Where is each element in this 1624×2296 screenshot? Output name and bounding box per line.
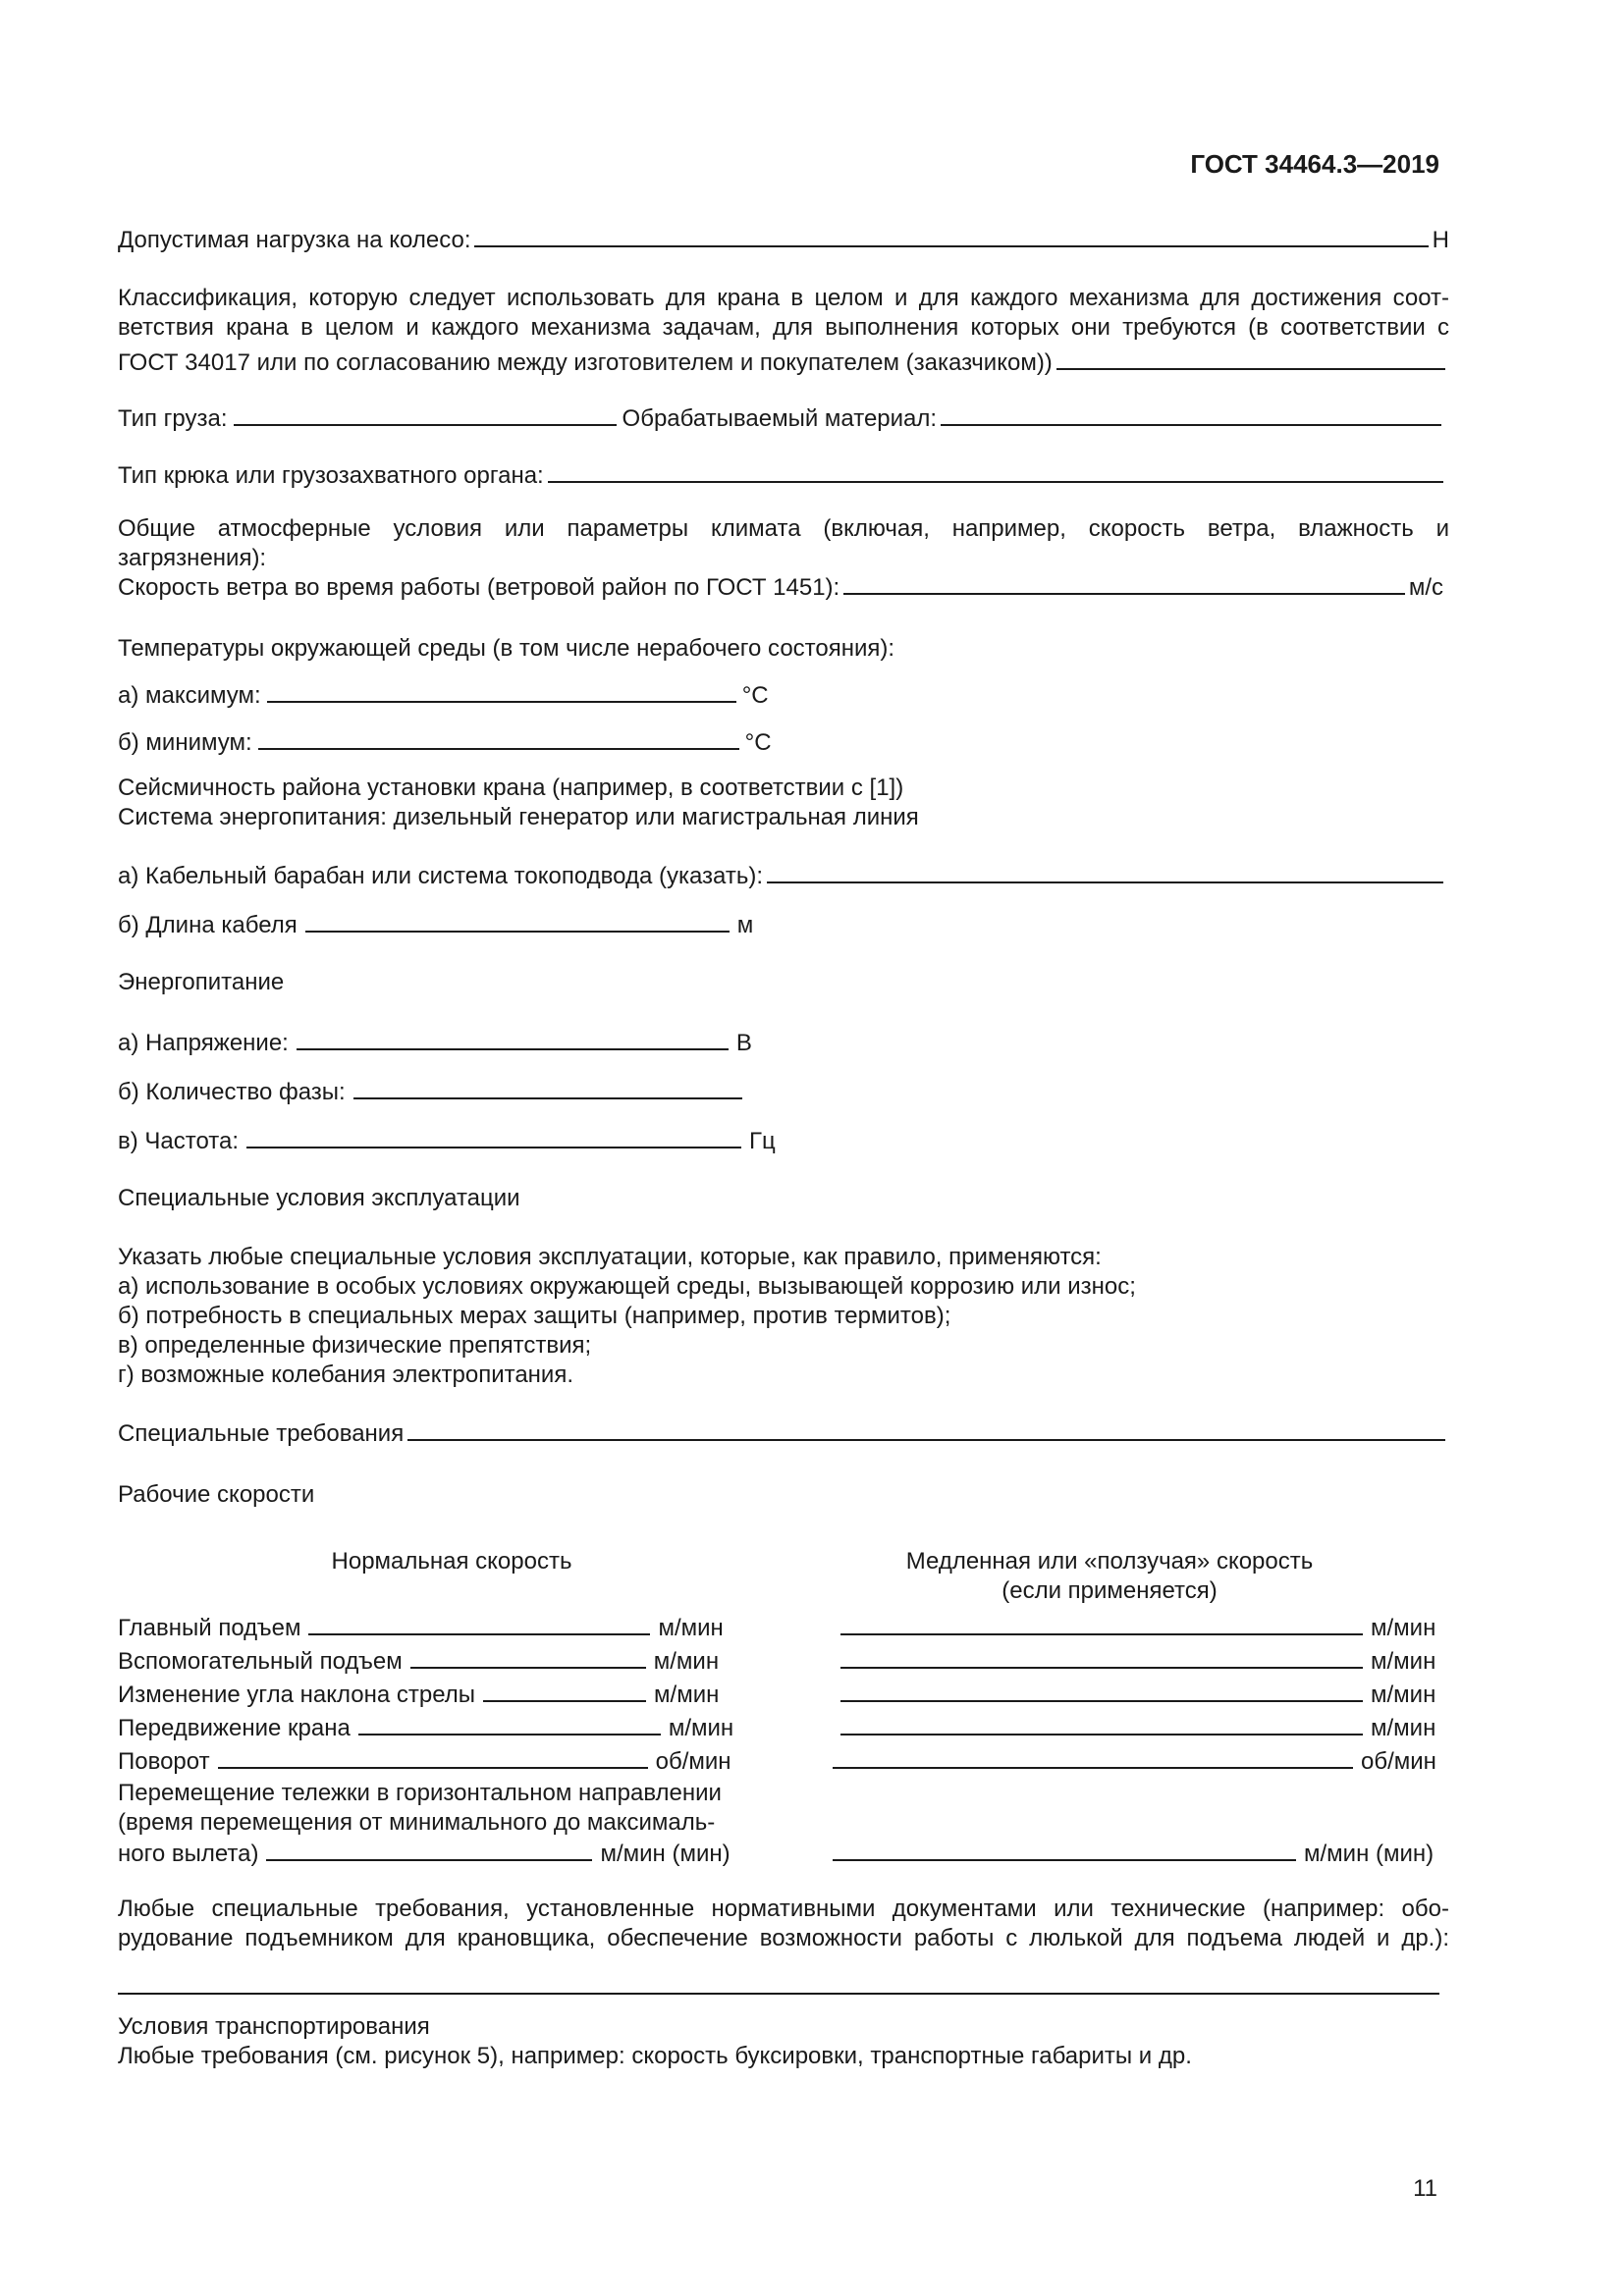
speed-unit: м/мин bbox=[668, 1715, 734, 1741]
trolley-line: (время перемещения от минимального до максималь- bbox=[118, 1809, 716, 1836]
transport-title: Условия транспортирования bbox=[118, 2013, 430, 2040]
speed-unit: об/мин bbox=[655, 1748, 731, 1775]
voltage-field[interactable] bbox=[297, 1027, 729, 1050]
slow-speed-row bbox=[840, 1679, 1435, 1710]
speed-field[interactable] bbox=[410, 1645, 646, 1669]
speed-row-main-hoist bbox=[118, 1612, 724, 1643]
speed-field[interactable] bbox=[218, 1745, 648, 1769]
slow-speed-row bbox=[840, 1712, 1435, 1743]
any-special-field[interactable] bbox=[118, 1975, 1439, 1995]
working-speeds-title: Рабочие скорости bbox=[118, 1481, 315, 1508]
trolley-label: ного вылета) bbox=[118, 1841, 259, 1867]
slow-speed-row bbox=[840, 1645, 1435, 1677]
classification-line: ГОСТ 34017 или по согласованию между изготовителем и покупателем (заказчиком)) bbox=[118, 349, 1053, 376]
voltage-label: а) Напряжение: bbox=[118, 1030, 289, 1056]
list-item: а) использование в особых условиях окружающей среды, вызывающей коррозию или износ; bbox=[118, 1273, 1136, 1300]
frequency-field[interactable] bbox=[246, 1125, 741, 1148]
speed-label: Вспомогательный подъем bbox=[118, 1648, 403, 1675]
special-conditions-title: Специальные условия эксплуатации bbox=[118, 1185, 520, 1211]
temp-min-label: б) минимум: bbox=[118, 729, 252, 756]
frequency-row bbox=[118, 1125, 776, 1156]
cable-length-field[interactable] bbox=[305, 909, 730, 933]
power-system-title: Система энергопитания: дизельный генератор или магистральная линия bbox=[118, 804, 919, 830]
special-conditions-intro: Указать любые специальные условия эксплуатации, которые, как правило, применяются: bbox=[118, 1244, 1102, 1270]
speed-row-boom-luffing bbox=[118, 1679, 719, 1710]
speed-row-crane-travel bbox=[118, 1712, 733, 1743]
cable-drum-field[interactable] bbox=[767, 862, 1443, 883]
wheel-load-unit: Н bbox=[1432, 227, 1449, 253]
special-conditions-block bbox=[118, 1243, 1136, 1390]
slow-speed-field[interactable] bbox=[840, 1679, 1363, 1702]
slow-speed-row bbox=[840, 1612, 1435, 1643]
phases-field[interactable] bbox=[353, 1076, 742, 1099]
slow-trolley-row bbox=[833, 1838, 1434, 1869]
speed-field[interactable] bbox=[483, 1679, 646, 1702]
temp-min-field[interactable] bbox=[258, 726, 739, 750]
slow-speed-field[interactable] bbox=[840, 1712, 1363, 1735]
temp-min-row bbox=[118, 726, 772, 758]
material-label: Обрабатываемый материал: bbox=[622, 405, 938, 432]
climate-paragraph bbox=[118, 514, 1449, 573]
wind-row bbox=[118, 573, 1443, 603]
speed-label: Главный подъем bbox=[118, 1615, 301, 1641]
seismic-text: Сейсмичность района установки крана (например, в соответствии с [1]) bbox=[118, 774, 904, 801]
slow-speed-field[interactable] bbox=[833, 1745, 1353, 1769]
voltage-unit: В bbox=[735, 1030, 752, 1056]
speed-field[interactable] bbox=[358, 1712, 661, 1735]
cargo-type-field[interactable] bbox=[234, 402, 617, 426]
cable-drum-label: а) Кабельный барабан или система токоподвода (указать): bbox=[118, 863, 764, 889]
trolley-row bbox=[118, 1838, 731, 1869]
col-slow-heading: Медленная или «ползучая» скорость bbox=[905, 1548, 1314, 1575]
trolley-unit: м/мин (мин) bbox=[600, 1841, 731, 1867]
climate-line: загрязнения): bbox=[118, 545, 267, 571]
wind-field[interactable] bbox=[843, 573, 1405, 595]
frequency-label: в) Частота: bbox=[118, 1128, 240, 1154]
speed-row-slewing bbox=[118, 1745, 731, 1777]
voltage-row bbox=[118, 1027, 752, 1058]
cable-length-row bbox=[118, 909, 753, 940]
slow-speed-field[interactable] bbox=[840, 1645, 1363, 1669]
classification-row bbox=[118, 348, 1449, 378]
temperatures-title: Температуры окружающей среды (в том числе нерабочего состояния): bbox=[118, 635, 895, 662]
wheel-load-row bbox=[118, 226, 1449, 255]
speed-field[interactable] bbox=[308, 1612, 650, 1635]
any-special-line: рудование подъемником для крановщика, обеспечение возможности работы с люлькой для подъема людей и др.): bbox=[118, 1925, 1449, 1951]
slow-trolley-unit: м/мин (мин) bbox=[1304, 1841, 1435, 1867]
special-requirements-field[interactable] bbox=[407, 1419, 1445, 1441]
hook-type-field[interactable] bbox=[548, 461, 1443, 483]
page-number: 11 bbox=[1413, 2175, 1437, 2202]
power-supply-title: Энергопитание bbox=[118, 969, 285, 995]
temp-min-unit: °С bbox=[744, 729, 772, 756]
temp-max-label: а) максимум: bbox=[118, 682, 261, 709]
frequency-unit: Гц bbox=[749, 1128, 776, 1154]
cable-length-unit: м bbox=[736, 912, 754, 938]
cargo-type-label: Тип груза: bbox=[118, 405, 228, 432]
any-special-paragraph bbox=[118, 1895, 1449, 1953]
temp-max-field[interactable] bbox=[267, 679, 736, 703]
any-special-line: Любые специальные требования, установленные нормативными документами или технические (например: обо- bbox=[118, 1896, 1449, 1922]
phases-label: б) Количество фазы: bbox=[118, 1079, 346, 1105]
wheel-load-label: Допустимая нагрузка на колесо: bbox=[118, 227, 471, 253]
wind-label: Скорость ветра во время работы (ветровой район по ГОСТ 1451): bbox=[118, 574, 840, 601]
classification-line: Классификация, которую следует использовать для крана в целом и для каждого механизма для достижения соот- bbox=[118, 285, 1449, 311]
slow-speed-unit: м/мин bbox=[1371, 1715, 1436, 1741]
list-item: б) потребность в специальных мерах защиты (например, против термитов); bbox=[118, 1303, 951, 1329]
speed-unit: м/мин bbox=[658, 1615, 724, 1641]
document-header: ГОСТ 34464.3—2019 bbox=[1190, 149, 1439, 179]
transport-text: Любые требования (см. рисунок 5), например: скорость буксировки, транспортные габариты и др. bbox=[118, 2043, 1192, 2069]
speed-label: Передвижение крана bbox=[118, 1715, 351, 1741]
trolley-field[interactable] bbox=[266, 1838, 592, 1861]
list-item: в) определенные физические препятствия; bbox=[118, 1332, 592, 1359]
material-field[interactable] bbox=[941, 404, 1441, 426]
speed-unit: м/мин bbox=[653, 1648, 720, 1675]
wheel-load-field[interactable] bbox=[474, 226, 1428, 247]
slow-speed-unit: м/мин bbox=[1371, 1615, 1436, 1641]
list-item: г) возможные колебания электропитания. bbox=[118, 1362, 573, 1388]
speed-row-aux-hoist bbox=[118, 1645, 719, 1677]
temp-max-unit: °С bbox=[741, 682, 769, 709]
classification-paragraph bbox=[118, 284, 1449, 343]
special-requirements-label: Специальные требования bbox=[118, 1420, 405, 1447]
col-normal-heading: Нормальная скорость bbox=[331, 1548, 572, 1575]
wind-unit: м/с bbox=[1408, 574, 1443, 601]
phases-row bbox=[118, 1076, 750, 1107]
slow-speed-row bbox=[833, 1745, 1436, 1777]
hook-row bbox=[118, 461, 1447, 491]
cargo-row bbox=[118, 402, 1445, 434]
slow-speed-unit: м/мин bbox=[1371, 1648, 1436, 1675]
temp-max-row bbox=[118, 679, 769, 711]
slow-speed-unit: м/мин bbox=[1371, 1682, 1436, 1708]
trolley-line: Перемещение тележки в горизонтальном направлении bbox=[118, 1780, 722, 1806]
climate-line: Общие атмосферные условия или параметры климата (включая, например, скорость ветра, влажность и bbox=[118, 515, 1449, 542]
speed-unit: м/мин bbox=[654, 1682, 720, 1708]
classification-field[interactable] bbox=[1056, 348, 1445, 370]
speed-label: Изменение угла наклона стрелы bbox=[118, 1682, 476, 1708]
col-slow-subheading: (если применяется) bbox=[1001, 1577, 1218, 1604]
speed-label: Поворот bbox=[118, 1748, 210, 1775]
cable-length-label: б) Длина кабеля bbox=[118, 912, 298, 938]
slow-trolley-field[interactable] bbox=[833, 1838, 1296, 1861]
slow-speed-unit: об/мин bbox=[1361, 1748, 1436, 1775]
classification-line: ветствия крана в целом и каждого механизма задачам, для выполнения которых они требуются (в соответствии с bbox=[118, 314, 1449, 341]
slow-speed-field[interactable] bbox=[840, 1612, 1363, 1635]
hook-type-label: Тип крюка или грузозахватного органа: bbox=[118, 462, 544, 489]
special-requirements-row bbox=[118, 1419, 1449, 1449]
cable-drum-row bbox=[118, 862, 1447, 891]
